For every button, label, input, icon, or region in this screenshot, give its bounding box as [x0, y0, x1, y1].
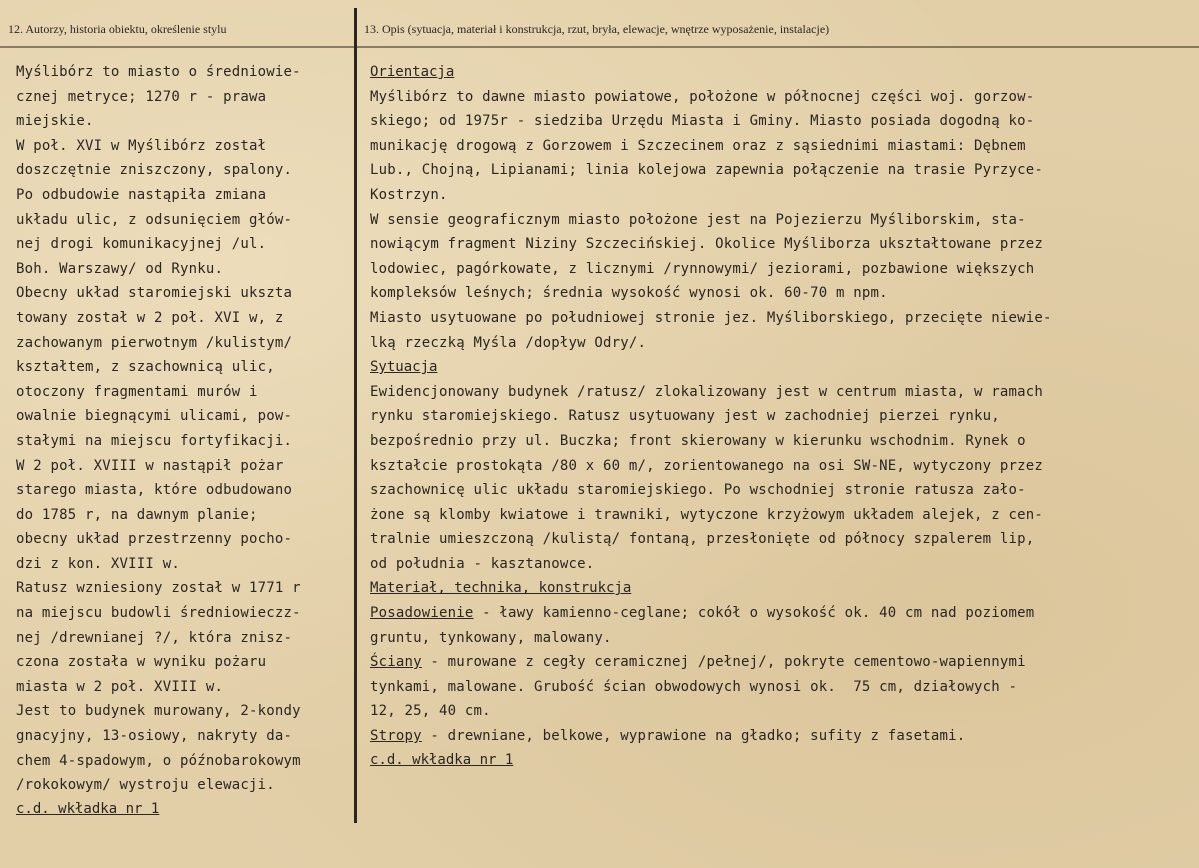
- history-line: owalnie biegnącymi ulicami, pow-: [16, 408, 293, 425]
- term-posadowienie: Posadowienie: [370, 605, 474, 622]
- history-line: otoczony fragmentami murów i: [16, 383, 258, 400]
- right-column-header: 13. Opis (sytuacja, materiał i konstrukcja, rzut, bryła, elewacje, wnętrze wyposażenie, instalacje): [364, 22, 830, 36]
- description-line: Miasto usytuowane po południowej stronie jez. Myśliborskiego, przecięte niewie-: [370, 309, 1052, 326]
- description-line: skiego; od 1975r - siedziba Urzędu Miasta i Gminy. Miasto posiada dogodną ko-: [370, 113, 1035, 130]
- description-line: kompleksów leśnych; średnia wysokość wynosi ok. 60-70 m npm.: [370, 285, 888, 302]
- history-line: układu ulic, z odsunięciem głów-: [16, 211, 293, 228]
- history-line: Myślibórz to miasto o średniowie-: [16, 64, 301, 80]
- history-line: /rokokowym/ wystroju elewacji.: [16, 777, 275, 794]
- history-line: cznej metryce; 1270 r - prawa: [16, 88, 267, 105]
- description-line: lką rzeczką Myśla /dopływ Odry/.: [370, 334, 647, 351]
- posadowienie-line: [370, 601, 1192, 626]
- history-line: W 2 poł. XVIII w nastąpił pożar: [16, 457, 284, 474]
- history-line: obecny układ przestrzenny pocho-: [16, 531, 293, 548]
- description-line: szachownicę ulic układu staromiejskiego. Po wschodniej stronie ratusza zało-: [370, 482, 1026, 499]
- history-column: [16, 60, 354, 820]
- sciany-text: - murowane z cegły ceramicznej /pełnej/, pokryte cementowo-wapiennymi: [421, 654, 1026, 671]
- history-line: Boh. Warszawy/ od Rynku.: [16, 260, 224, 277]
- right-continuation-note: c.d. wkładka nr 1: [370, 751, 514, 768]
- history-line: do 1785 r, na dawnym planie;: [16, 506, 258, 523]
- description-line: tynkami, malowane. Grubość ścian obwodowych wynosi ok. 75 cm, działowych -: [370, 678, 1018, 695]
- stropy-line: [370, 724, 1192, 749]
- history-line: Obecny układ staromiejski ukszta: [16, 285, 293, 302]
- description-column: [370, 60, 1192, 771]
- description-line: Ewidencjonowany budynek /ratusz/ zlokalizowany jest w centrum miasta, w ramach: [370, 383, 1044, 400]
- history-line: Po odbudowie nastąpiła zmiana: [16, 186, 267, 203]
- history-line: czona została w wyniku pożaru: [16, 654, 267, 671]
- history-line: nej drogi komunikacyjnej /ul.: [16, 236, 267, 253]
- description-line: 12, 25, 40 cm.: [370, 703, 491, 720]
- history-line: na miejscu budowli średniowieczz-: [16, 605, 301, 622]
- description-line: Myślibórz to dawne miasto powiatowe, położone w północnej części woj. gorzow-: [370, 88, 1035, 105]
- term-sciany: Ściany: [370, 654, 422, 671]
- description-line: lodowiec, pagórkowate, z licznymi /rynnowymi/ jeziorami, pozbawione większych: [370, 260, 1035, 277]
- history-line: miejskie.: [16, 113, 94, 130]
- history-line: stałymi na miejscu fortyfikacji.: [16, 432, 293, 449]
- history-line: zachowanym pierwotnym /kulistym/: [16, 334, 293, 351]
- history-line: starego miasta, które odbudowano: [16, 482, 293, 499]
- history-line: chem 4-spadowym, o późnobarokowym: [16, 752, 301, 769]
- section-heading-material: Materiał, technika, konstrukcja: [370, 580, 632, 597]
- description-line: od południa - kasztanowce.: [370, 555, 595, 572]
- left-continuation-note: c.d. wkładka nr 1: [16, 800, 160, 817]
- column-divider: [354, 8, 357, 823]
- history-line: towany został w 2 poł. XVI w, z: [16, 309, 284, 326]
- description-line: munikację drogową z Gorzowem i Szczecinem oraz z sąsiednimi miastami: Dębnem: [370, 137, 1026, 154]
- description-line: kształcie prostokąta /80 x 60 m/, zorientowanego na osi SW-NE, wytyczony przez: [370, 457, 1044, 474]
- stropy-text: - drewniane, belkowe, wyprawione na gładko; sufity z fasetami.: [421, 728, 966, 745]
- description-line: bezpośrednio przy ul. Buczka; front skierowany w kierunku wschodnim. Rynek o: [370, 432, 1026, 449]
- history-line: miasta w 2 poł. XVIII w.: [16, 678, 224, 695]
- left-column-header: 12. Autorzy, historia obiektu, określenie stylu: [8, 22, 227, 36]
- description-line: Lub., Chojną, Lipianami; linia kolejowa zapewnia połączenie na trasie Pyrzyce-: [370, 162, 1044, 179]
- description-line: rynku staromiejskiego. Ratusz usytuowany jest w zachodniej pierzei rynku,: [370, 408, 1000, 425]
- section-heading-sytuacja: Sytuacja: [370, 359, 438, 376]
- description-line: W sensie geograficznym miasto położone jest na Pojezierzu Myśliborskim, sta-: [370, 211, 1026, 228]
- history-line: doszczętnie zniszczony, spalony.: [16, 162, 293, 179]
- section-heading-orientacja: Orientacja: [370, 64, 455, 80]
- description-line: Kostrzyn.: [370, 186, 448, 203]
- description-line: nowiącym fragment Niziny Szczecińskiej. Okolice Myśliborza ukształtowane przez: [370, 236, 1044, 253]
- history-line: kształtem, z szachownicą ulic,: [16, 359, 275, 376]
- description-line: żone są klomby kwiatowe i trawniki, wytyczone krzyżowym układem alejek, z cen-: [370, 506, 1044, 523]
- description-line: tralnie umieszczoną /kulistą/ fontaną, przesłonięte od północy szpalerem lip,: [370, 531, 1035, 548]
- history-line: Ratusz wzniesiony został w 1771 r: [16, 580, 301, 597]
- description-line: gruntu, tynkowany, malowany.: [370, 629, 612, 646]
- history-line: nej /drewnianej ?/, która znisz-: [16, 629, 293, 646]
- history-line: W poł. XVI w Myślibórz został: [16, 137, 267, 154]
- header-rule: [0, 46, 1199, 48]
- history-line: Jest to budynek murowany, 2-kondy: [16, 703, 301, 720]
- posadowienie-text: - ławy kamienno-ceglane; cokół o wysokość ok. 40 cm nad poziomem: [473, 605, 1035, 622]
- term-stropy: Stropy: [370, 728, 422, 745]
- history-line: dzi z kon. XVIII w.: [16, 555, 180, 572]
- history-line: gnacyjny, 13-osiowy, nakryty da-: [16, 728, 293, 745]
- sciany-line: [370, 650, 1192, 675]
